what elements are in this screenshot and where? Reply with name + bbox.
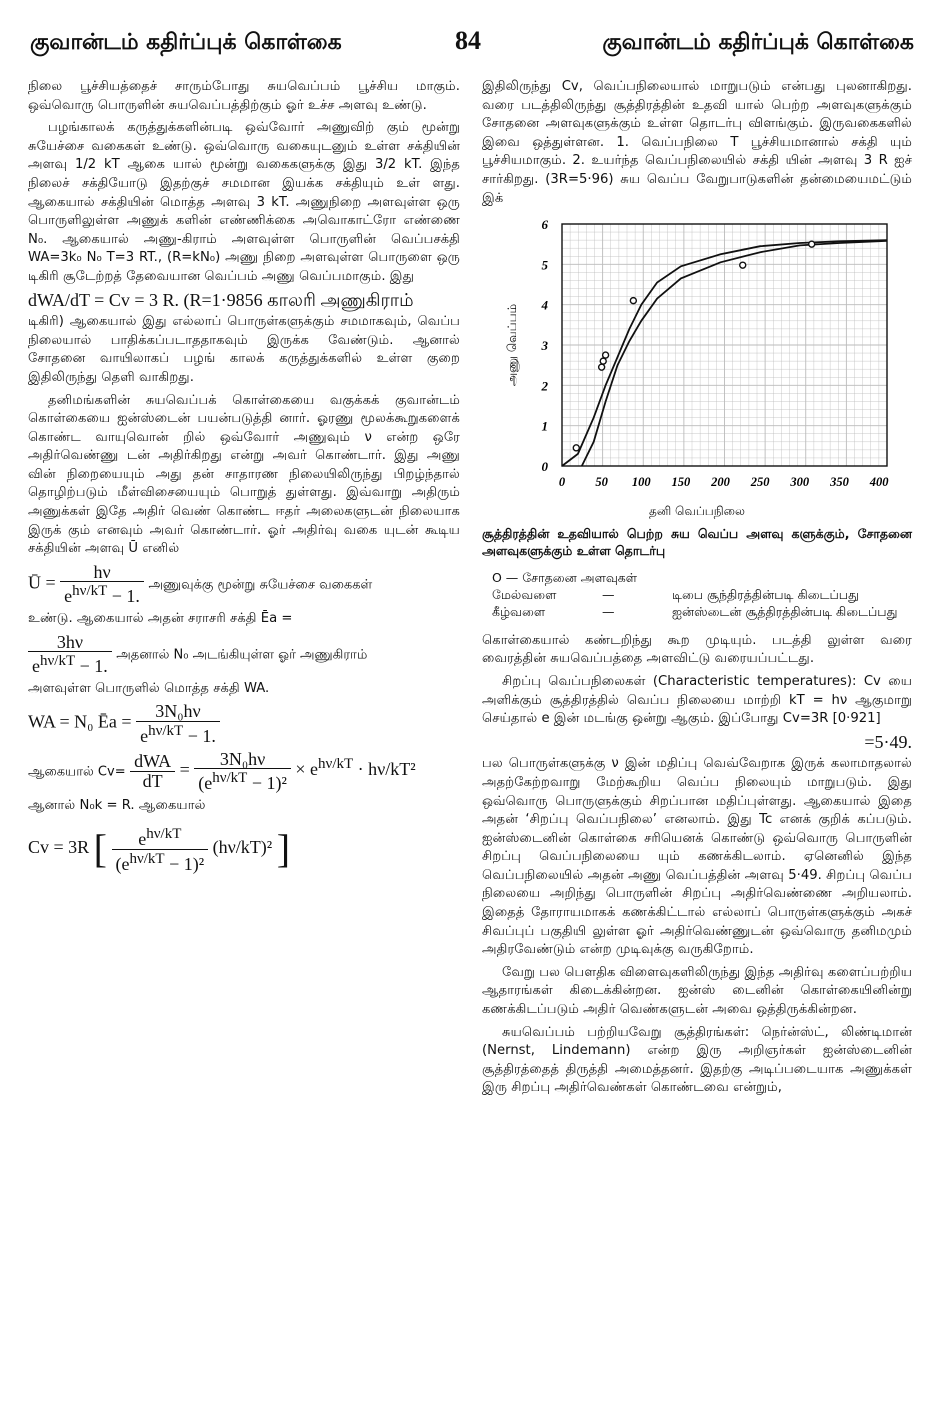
paragraph: ஆனால் N₀k = R. ஆகையால் — [28, 797, 206, 813]
figure-caption: சூத்திரத்தின் உதவியால் பெற்ற சுய வெப்ப அளவு களுக்கும், சோதனை அளவுகளுக்கும் உள்ள தொடர்பு — [482, 525, 912, 558]
legend-row-lower: கீழ்வளை — ஐன்ஸ்டைன் சூத்திரத்தின்படி கிடைப்பது — [492, 603, 898, 619]
x-tick-label: 200 — [711, 475, 730, 490]
x-tick-label: 100 — [631, 475, 651, 490]
paragraph: உண்டு. ஆகையால் அதன் சராசரி சக்தி Ēa = — [28, 611, 293, 627]
running-header-left: குவான்டம் கதிர்ப்புக் கொள்கை — [30, 30, 342, 55]
y-axis-label: அணு வெப்பம் — [505, 303, 519, 387]
y-tick-label: 3 — [541, 338, 548, 354]
y-tick-label: 4 — [541, 297, 548, 313]
equation-result: =5·49. — [864, 731, 912, 752]
y-tick-label: 5 — [541, 257, 548, 273]
x-tick-label: 0 — [558, 475, 566, 490]
data-point — [599, 364, 605, 370]
x-tick-label: 350 — [830, 475, 849, 490]
paragraph: பழங்காலக் கருத்துக்களின்படி ஒவ்வோர் அணுவிற் கும் மூன்று சுயேச்சை வகைகள் உண்டு. ஒவ்வொரு வகையுடனும் உள்ள சக்தியின் அளவு 1/2 kT ஆகை யால் மூன்று வகைகளுக்கு இது 3/2 kT. இந்த நிலைச் சக்தியோடு இதற்குச் சமமான இயக்க சக்தியும் உள் ளது. ஆகையால் சக்தியின் மொத்த அளவு 3 kT. அணுநிறை அளவுள்ள ஒரு பொருளிலுள்ள அணுக் களின் எண்ணிக்கை அவொகாட்ரோ எண்ணை N₀. ஆகையால் அணு-கிராம் அளவுள்ள பொருளின் வெப்பசக்தி WA=3k₀ N₀ T=3 RT., (R=kN₀) அணு நிறை அளவுள்ள பொருளை ஒரு டிகிரி சூடேற்றத் தேவையான வெப்பம் அணு வெப்பமாகும். இது — [28, 120, 460, 284]
right-column — [482, 78, 912, 1102]
paragraph: வேறு பல பௌதிக விளைவுகளிலிருந்து இந்த அதிர்வு களைப்பற்றிய ஆதாரங்கள் கிடைக்கின்றன. ஐன்ஸ் டைனின் கொள்கையினின்று கணக்கிடப்படும் அதிர் வெண்களுடன் அவை ஒத்திருக்கின்றன. — [482, 964, 912, 1018]
legend-row-experimental: O — சோதனை அளவுகள் — [492, 569, 638, 585]
y-tick-label: 0 — [541, 459, 548, 475]
x-tick-label: 400 — [869, 475, 889, 490]
chart-svg — [482, 216, 912, 500]
x-tick-label: 50 — [595, 475, 608, 490]
equation-cv-einstein: Cv = 3R [ $\frac{e^{h\nu/kT}}{(e^{h\nu/kT} - 1)^2}$ (hν/kT)² ] — [28, 826, 291, 874]
page-number: 84 — [455, 26, 481, 55]
data-point — [740, 262, 746, 268]
x-tick-label: 250 — [750, 475, 770, 490]
running-header-right: குவான்டம் கதிர்ப்புக் கொள்கை — [602, 30, 914, 55]
paragraph: சிறப்பு வெப்பநிலைகள் (Characteristic temperatures): Cv யை அளிக்கும் சூத்திரத்தில் வெப்ப நிலையை மாற்றி kT = hν ஆகுமாறு செய்தால் e இன் மடங்கு ஒன்று ஆகும். இப்போது Cv=3R [0·921] — [482, 673, 912, 727]
paragraph: நிலை பூச்சியத்தைச் சாரும்போது சுயவெப்பம் பூச்சிய மாகும். ஒவ்வொரு பொருளின் சுயவெப்பத்திற்கும் ஓர் உச்ச அளவு உண்டு. — [28, 79, 460, 113]
data-point — [603, 352, 609, 358]
paragraph: இதிலிருந்து Cv, வெப்பநிலையால் மாறுபடும் என்பது புலனாகிறது. வரை படத்திலிருந்து சூத்திரத்தின் உதவி யால் பெற்ற அளவுகளுக்கும் சோதனை அளவுகளுக்கும் உள்ள தொடர்பு விளங்கும். இருவகைகளில் இவை ஒத்துள்ளன. 1. வெப்பநிலை T பூச்சியமானால் சக்தி யும் பூச்சியமாகும். 2. உயர்ந்த வெப்பநிலையில் சக்தி யின் அளவு 3 R ஐச் சார்கிறது. (3R=5·96) சுய வெப்ப வேறுபாடுகளின் தன்மையைமட்டும் இக் — [482, 79, 912, 206]
data-point — [630, 298, 636, 304]
equation-note: அதனால் N₀ அடங்கியுள்ள ஓர் அணுகிராம் — [116, 647, 368, 663]
equation-average-energy: $\frac{3h\nu}{e^{h\nu/kT} - 1.}$ அதனால் N₀ அடங்கியுள்ள ஓர் அணுகிராம் — [28, 633, 460, 676]
x-tick-label: 300 — [790, 475, 810, 490]
paragraph: சுயவெப்பம் பற்றியவேறு சூத்திரங்கள்: நெர்ன்ஸ்ட், லிண்டிமான் (Nernst, Lindemann) என்ற இரு அறிஞர்கள் ஐன்ஸ்டைனின் சூத்திரத்தைத் திருத்தி அமைத்தனர். இதற்கு அடிப்படையாக அணுக்கள் இரு சிறப்பு அதிர்வெண்கள் கொண்டவை என்றும், — [482, 1024, 912, 1096]
data-point — [809, 241, 815, 247]
equation-note: அணுவுக்கு மூன்று சுயேச்சை வகைகள் — [148, 577, 373, 593]
equation-total-energy: WA = N₀ Ēa = $\frac{\text{3N₀hν}}{e^{h\nu/kT} - 1.}$ — [28, 702, 460, 745]
y-tick-label: 1 — [541, 418, 548, 434]
y-tick-label: 2 — [541, 378, 548, 394]
y-tick-label: 6 — [541, 217, 548, 233]
chart-x-axis-label: தனி வெப்பநிலை — [649, 504, 745, 519]
paragraph: டிகிரி) ஆகையால் இது எல்லாப் பொருள்களுக்கும் சமமாகவும், வெப்ப நிலையால் பாதிக்கப்படாததாகவும் இருக்க வேண்டும். ஆனால் சோதனை வாயிலாகப் பழங் காலக் கருத்துக்களில் உள்ள குறை இதிலிருந்து தெளி வாகிறது. — [28, 314, 460, 385]
equation-cv-derivative: ஆகையால் Cv= $\frac{\text{dWA}}{dT}$ = $\frac{\text{3N₀hν}}{(e^{h\nu/kT} - 1)^2}$ × $e^{h\nu/kT} \cdot h\nu/kT^2$ — [28, 748, 416, 794]
figure-legend — [492, 569, 912, 620]
data-point — [600, 358, 606, 364]
series-line-lower — [582, 241, 887, 466]
paragraph: கொள்கையால் கண்டறிந்து கூற முடியும். படத்தி லுள்ள வரை வைரத்தின் சுயவெப்பத்தை அளவிட்டு வரையப்பட்டது. — [482, 632, 912, 667]
x-tick-label: 150 — [671, 475, 691, 490]
specific-heat-chart — [482, 216, 912, 500]
equation-mean-energy: Ū = $\frac{h\nu}{e^{h\nu/kT} - 1.}$ அணுவுக்கு மூன்று சுயேச்சை வகைகள் — [28, 561, 373, 607]
paragraph: அளவுள்ள பொருளில் மொத்த சக்தி WA. — [28, 680, 270, 696]
left-column — [28, 78, 460, 878]
paragraph: தனிமங்களின் சுயவெப்பக் கொள்கையை வகுக்கக் குவான்டம் கொள்கையை ஐன்ஸ்டைன் பயன்படுத்தி னார். ஓரணு மூலக்கூறுகளைக் கொண்ட வாயுவொன் றில் ஒவ்வோர் அணுவும் ν என்ற ஒரே அதிர்வெண்ணு டன் அதிர்கிறது என்று அவர் கொண்டார். இது அணு வின் நிறையையும் அது தன் சாதாரண நிலையிலிருந்து பிறழ்ந்தால் தொழிற்படும் மீள்விசையையும் பொறுத் துள்ளது. இவ்வாறு அதிரும் அணுக்கள் இதே அதிர் வெண் கொண்ட ஈதர் அலைகளுடன் நிலையாக இருக் கும் எனவும் அவர் கொண்டார். ஓர் அதிர்வு வகை யுடன் கூடிய சக்தியின் அளவு Ū எனில் — [28, 392, 460, 557]
legend-row-upper: மேல்வளை — டிபை சூந்திரத்தின்படி கிடைப்பது — [492, 586, 859, 602]
data-point — [573, 445, 579, 451]
paragraph: பல பொருள்களுக்கு ν இன் மதிப்பு வெவ்வேறாக இருக் கலாமாதலால் அதற்கேற்றவாறு மேற்கூறிய வெப்ப நிலையும் மாறுபடும். இது ஒவ்வொரு பொருளுக்கும் சிறப்பான மதிப்புள்ளது. ஆகையால் இதை அதன் ‘சிறப்பு வெப்பநிலை’ எனலாம். இது Tc எனக் குறிக் கப்படும். ஐன்ஸ்டைனின் கொள்கை சரியெனக் கொண்டு ஒவ்வொரு பொருளின் சிறப்பு வெப்பநிலையை யும் கணக்கிடலாம். ஏனெனில் இந்த வெப்பநிலையில் அதன் அணு வெப்பத்தின் அளவு 5·49. சிறப்பு வெப்ப நிலையை அறிந்து பொருளின் சிறப்பு அதிர்வெண்ணை அறியலாம். இதைத் தோராயமாகக் கணக்கிட்டால் எல்லாப் பொருள்களுக்கும் அகச் சிவப்புப் பகுதியி லுள்ள ஓர் அதிர்வெண்ணுடன் ஒவ்வொரு தனிமமும் அதிரவேண்டும் என்ற முடிவுக்கு வருகிறோம். — [482, 756, 912, 958]
equation-atomic-heat: dWA/dT = Cv = 3 R. (R=1·9856 காலரி அணுகிராம் — [28, 289, 414, 310]
